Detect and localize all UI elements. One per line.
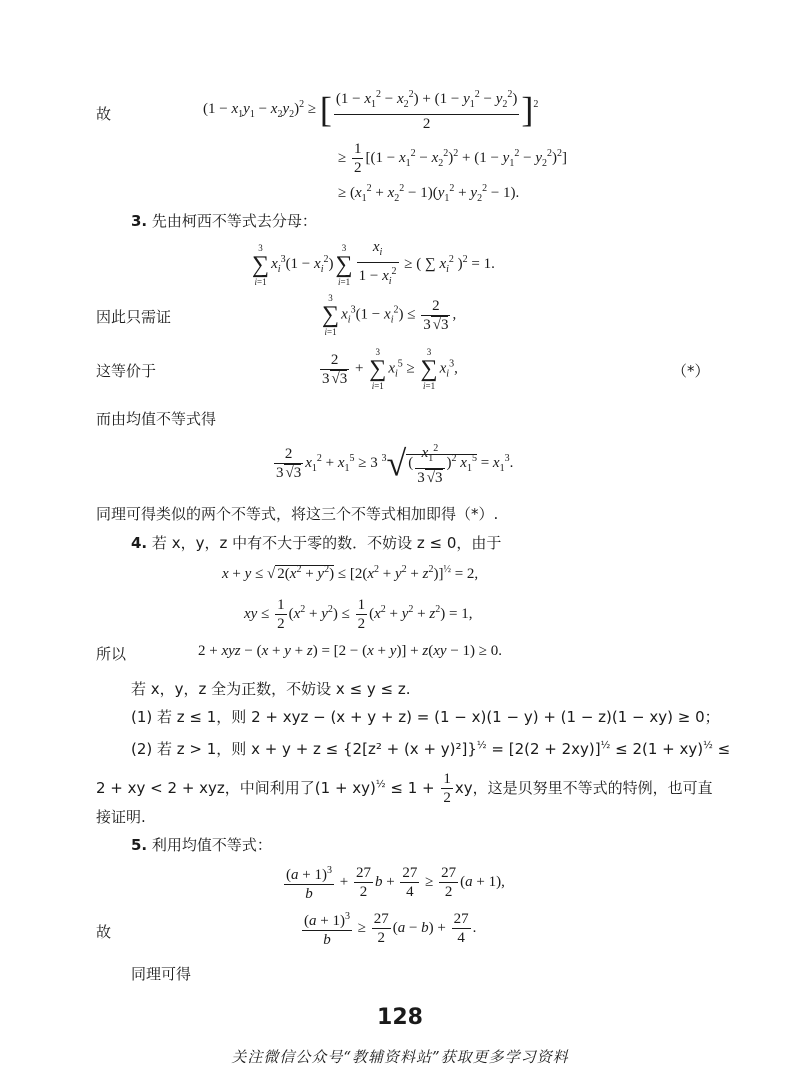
text-continuation: 2 + xy < 2 + xyz，中间利用了(1 + xy)$^{\frac{1}{2}}$ ≤ 1 + $\frac{1}{2}$ xy，这是贝努里不等式的特例，也可直 — [96, 771, 713, 806]
footer-promo: 关注微信公众号“教辅资料站”获取更多学习资料 — [231, 1048, 569, 1066]
equation-1-line-3: ≥ $(x_1^2 + x_2^2 - 1)(y_1^2 + y_2^2 - 1)$. — [338, 183, 520, 204]
label-gu-1: 故 — [96, 105, 112, 123]
page-number: 128 — [377, 1005, 423, 1030]
label-suoyi: 所以 — [96, 645, 127, 663]
equation-1-line-1: $(1 - x_1y_1 - x_2y_2)^2$ ≥ [ $\frac{(1 - x_1^2 - x_2^2) + (1 - y_1^2 - y_2^2)}{2}$ ]$^2$ — [203, 86, 538, 133]
text-case-1: (1) 若 z ≤ 1，则 2 + xyz − (x + y + z) = (1 − x)(1 − y) + (1 − z)(1 − xy) ≥ 0； — [131, 708, 720, 726]
step-4-heading — [131, 532, 501, 553]
equation-need-prove: 3 ∑ i=1 $x_i^3(1 - x_i^2)$ ≤ $\frac{2}{3 √3}$ , — [322, 293, 457, 337]
text-all-positive: 若 x，y，z 全为正数，不妨设 x ≤ y ≤ z. — [131, 680, 411, 698]
case-2-part-b: = [2(2 + 2xy)] — [491, 740, 601, 758]
case-2-part-d: ≤ — [717, 740, 731, 758]
step-3-heading — [131, 210, 317, 231]
equation-5-line-1: $\frac{(a + 1)^3}{b}$ + $\frac{27}{2}$ b + $\frac{27}{4}$ ≥ $\frac{27}{2}$ (a + 1), — [282, 862, 505, 903]
equation-1-line-2: ≥ $\frac{1}{2}$ $[(1 - x_1^2 - x_2^2)^2 + (1 - y_1^2 - y_2^2)^2]$ — [338, 141, 567, 176]
step-4-text: 若 x，y，z 中有不大于零的数．不妨设 z ≤ 0，由于 — [151, 534, 502, 552]
step-5-text: 利用均值不等式： — [151, 836, 272, 854]
step-4-number: 4. — [131, 534, 148, 552]
equation-5-line-2: $\frac{(a + 1)^3}{b}$ ≥ $\frac{27}{2}$ (a − b) + $\frac{27}{4}$ . — [300, 908, 476, 949]
step-5-number: 5. — [131, 836, 148, 854]
step-5-heading — [131, 834, 272, 855]
text-direct-proof: 接证明. — [96, 808, 146, 826]
label-by-amgm: 而由均值不等式得 — [96, 410, 217, 428]
step-3-number: 3. — [131, 212, 148, 230]
case-2-part-c: ≤ 2(1 + xy) — [615, 740, 704, 758]
text-similar: 同理可得类似的两个不等式，将这三个不等式相加即得（*）. — [96, 505, 499, 523]
equation-4-conclusion: 2 + xyz − (x + y + z) = [2 − (x + y)] + z(xy − 1) ≥ 0. — [198, 643, 502, 659]
label-need-prove: 因此只需证 — [96, 308, 172, 326]
step-3-text: 先由柯西不等式去分母： — [151, 212, 317, 230]
equation-amgm: $\frac{2}{3 √3}$ $x_1^2 + x_1^5 \ge 3$ $^3$√ ( $\frac{x_1^2}{3 √3}$ )$^2$ $x_1^5 = x_1^3$. — [272, 440, 513, 487]
label-gu-2: 故 — [96, 923, 112, 941]
cont-part-c: xy，这是贝努里不等式的特例，也可直 — [454, 779, 713, 797]
equation-4-line-1: x + y ≤ √ $2(x^2 + y^2) \le [2(x^2 + y^2 + z^2)]^{\frac{1}{2}} = 2$, — [222, 564, 479, 582]
case-2-part-a: (2) 若 z > 1，则 x + y + z ≤ {2[z² + (x + y)²]} — [131, 740, 477, 758]
cont-part-b: ≤ 1 + — [390, 779, 435, 797]
equation-equiv: $\frac{2}{3 √3}$ + 3 ∑ i=1 $x_i^5$ ≥ 3 ∑ i=1 $x_i^3$, — [322, 347, 458, 391]
star-tag: （*） — [672, 362, 710, 380]
label-equiv: 这等价于 — [96, 362, 157, 380]
text-case-2: (2) 若 z > 1，则 $x + y + z \le \{2[z^2 + (x + y)^2]\}^{\frac{1}{2}} = [2(2 + 2xy)]^{\frac{1}{2}} \le 2(1 + xy)^{\frac{1}{2}}$ ≤ — [131, 740, 731, 758]
equation-4-line-2: xy ≤ $\frac{1}{2}$ $(x^2 + y^2)$ ≤ $\frac{1}{2}$ $(x^2 + y^2 + z^2) = 1$, — [244, 597, 473, 632]
cont-part-a: 2 + xy < 2 + xyz，中间利用了(1 + xy) — [96, 779, 376, 797]
text-tongli: 同理可得 — [131, 965, 192, 983]
equation-3-cauchy: 3 ∑ i=1 $x_i^3(1 - x_i^2)$ 3 ∑ i=1 $\frac{x_i}{1 - x_i^2}$ ≥ ( ∑ $x_i^2$ )$^2$ = 1. — [252, 239, 495, 287]
